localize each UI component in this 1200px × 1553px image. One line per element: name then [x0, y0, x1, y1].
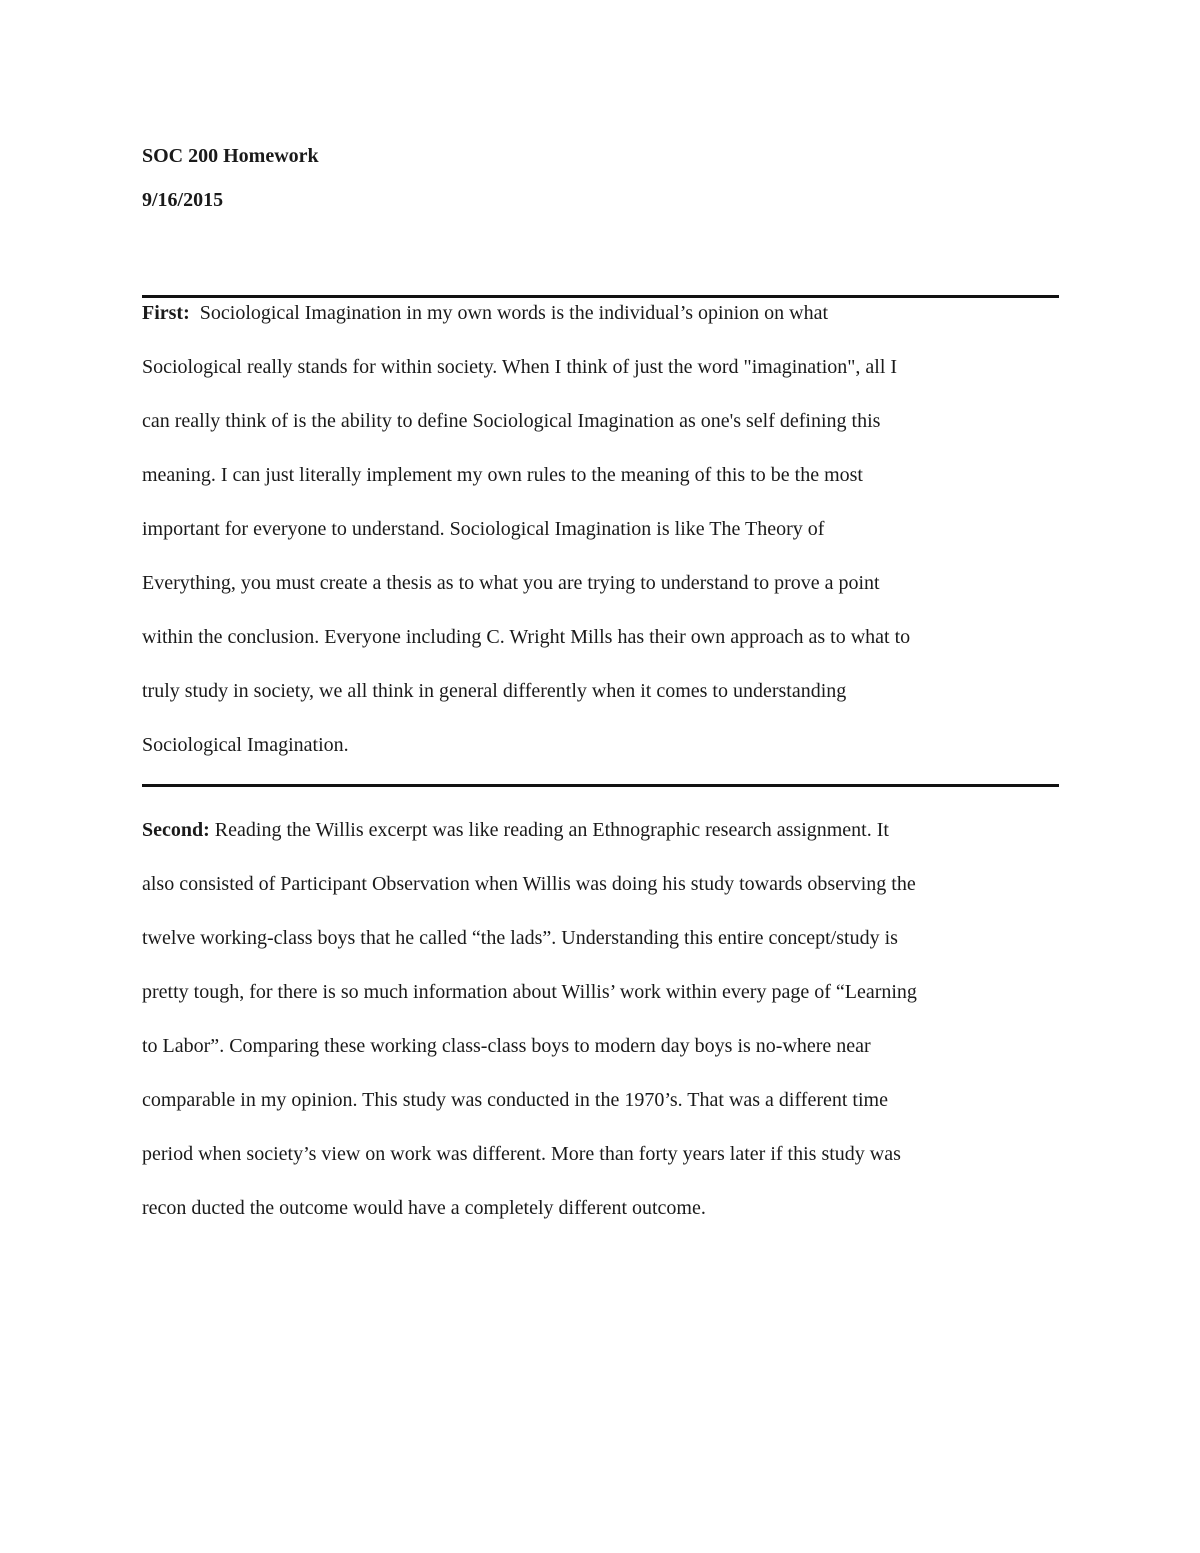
- paragraph-line: Everything, you must create a thesis as to what you are trying to understand to prove a point: [142, 572, 880, 594]
- paragraph-line: also consisted of Participant Observation when Willis was doing his study towards observing the: [142, 873, 916, 895]
- section-label-second: Second:: [142, 819, 210, 841]
- paragraph-line: truly study in society, we all think in general differently when it comes to understanding: [142, 680, 847, 702]
- paragraph-line: [142, 803, 1059, 857]
- paragraph-line: twelve working-class boys that he called “the lads”. Understanding this entire concept/study is: [142, 927, 898, 949]
- paragraph-line: important for everyone to understand. Sociological Imagination is like The Theory of: [142, 518, 825, 540]
- section-first: [142, 286, 1059, 772]
- paragraph-line: meaning. I can just literally implement my own rules to the meaning of this to be the most: [142, 464, 863, 486]
- paragraph-line-text: Sociological Imagination in my own words is the individual’s opinion on what: [189, 302, 829, 324]
- section-second: [142, 803, 1059, 1235]
- paragraph-line: Sociological Imagination.: [142, 734, 349, 756]
- paragraph-line: within the conclusion. Everyone including C. Wright Mills has their own approach as to what to: [142, 626, 911, 648]
- paragraph-line: Sociological really stands for within society. When I think of just the word "imagination", all I: [142, 356, 898, 378]
- paragraph-line: can really think of is the ability to define Sociological Imagination as one's self defining this: [142, 410, 881, 432]
- paragraph-line: [142, 286, 1059, 340]
- paragraph-line: comparable in my opinion. This study was conducted in the 1970’s. That was a different time: [142, 1089, 888, 1111]
- paragraph-line: to Labor”. Comparing these working class-class boys to modern day boys is no-where near: [142, 1035, 871, 1057]
- paragraph-line: recon ducted the outcome would have a completely different outcome.: [142, 1197, 706, 1219]
- paragraph-line: pretty tough, for there is so much information about Willis’ work within every page of “Learning: [142, 981, 917, 1003]
- section-label-first: First:: [142, 302, 190, 324]
- document-date: 9/16/2015: [142, 189, 224, 211]
- section-divider-middle: [142, 784, 1059, 787]
- paragraph-line: period when society’s view on work was different. More than forty years later if this study was: [142, 1143, 901, 1165]
- document-title: SOC 200 Homework: [142, 145, 319, 167]
- paragraph-line-text: Reading the Willis excerpt was like reading an Ethnographic research assignment. It: [209, 819, 889, 841]
